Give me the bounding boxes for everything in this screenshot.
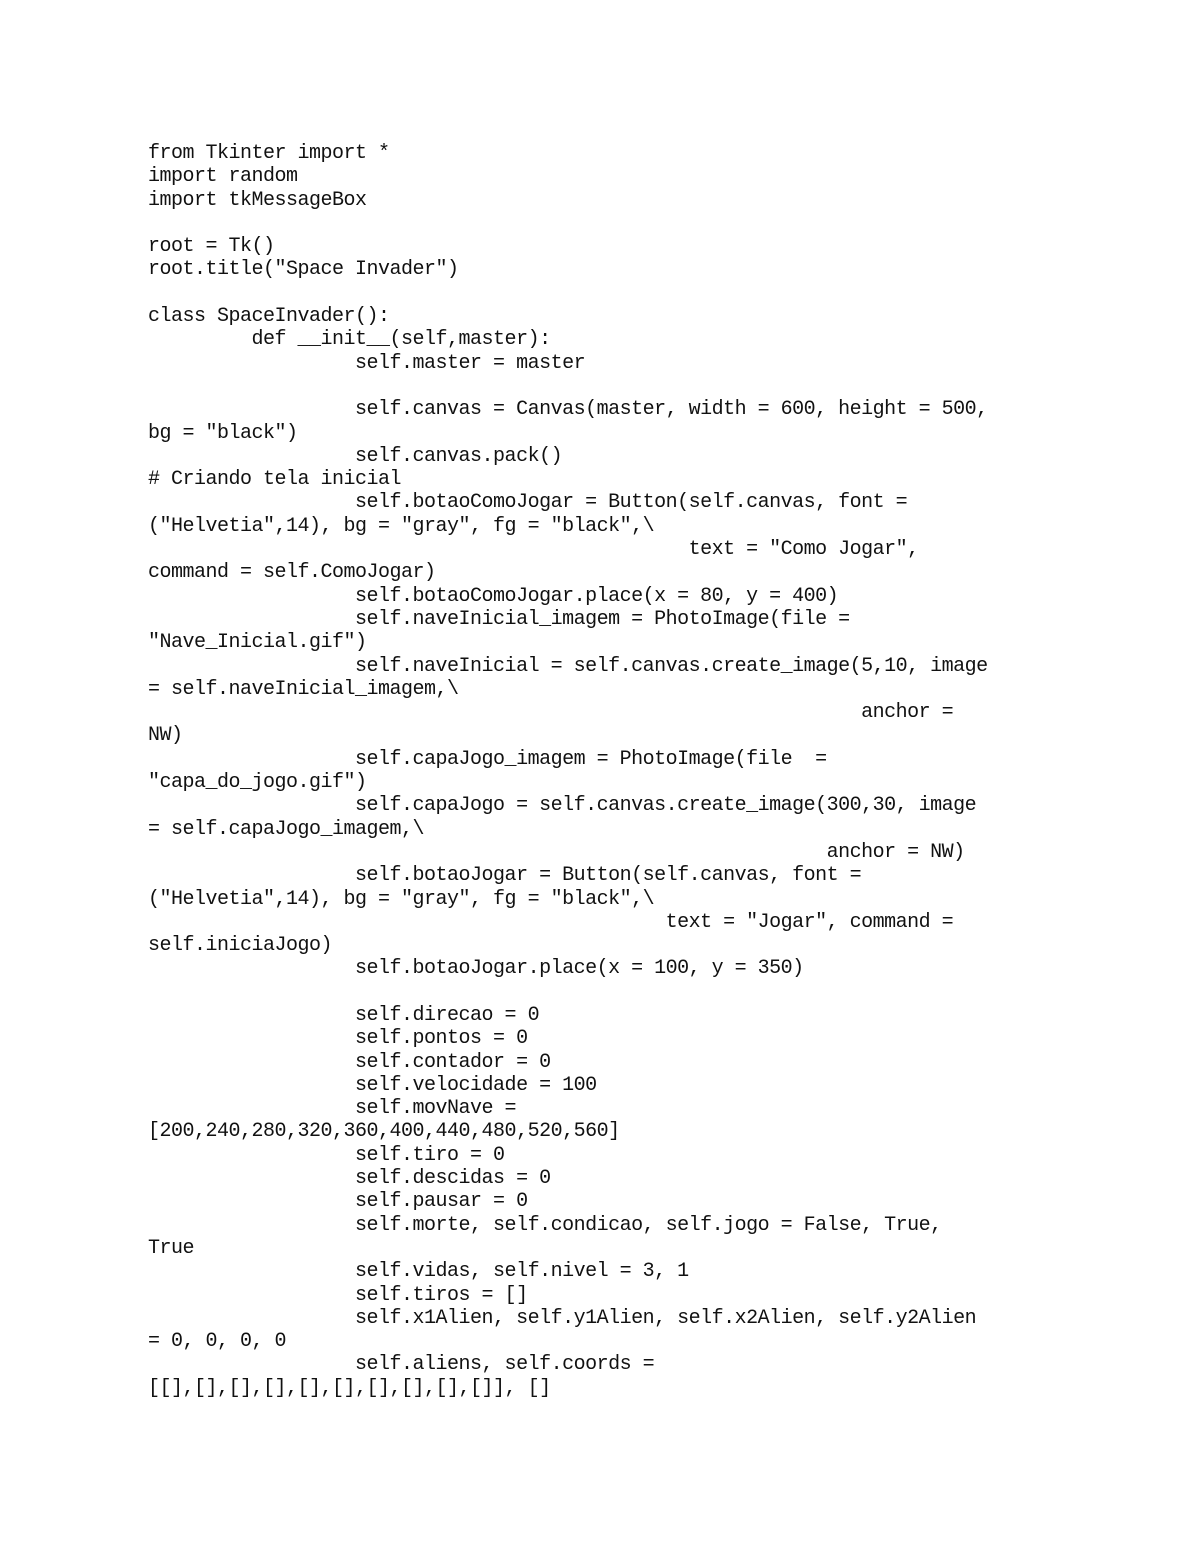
code-line [148, 981, 1148, 1004]
code-line: self.botaoJogar.place(x = 100, y = 350) [148, 957, 804, 981]
code-line: anchor = [148, 701, 954, 725]
code-line: self.canvas.pack() [148, 444, 563, 468]
code-line: self.botaoJogar = Button(self.canvas, font = [148, 864, 862, 888]
code-line [148, 282, 1148, 305]
code-line [148, 375, 1148, 398]
code-line: ("Helvetia",14), bg = "gray", fg = "black",\ [148, 887, 655, 911]
code-line: self.tiros = [] [148, 1283, 528, 1307]
code-listing [148, 142, 1148, 1400]
code-line: "Nave_Inicial.gif") [148, 631, 367, 655]
code-line: = self.capaJogo_imagem,\ [148, 817, 425, 841]
code-line: command = self.ComoJogar) [148, 561, 436, 585]
code-line: "capa_do_jogo.gif") [148, 771, 367, 795]
code-line: NW) [148, 724, 183, 748]
code-line: bg = "black") [148, 421, 298, 445]
code-line: self.iniciaJogo) [148, 934, 333, 958]
code-line: [200,240,280,320,360,400,440,480,520,560] [148, 1120, 620, 1144]
code-line: self.botaoComoJogar.place(x = 80, y = 400) [148, 584, 839, 608]
code-line: self.direcao = 0 [148, 1003, 540, 1027]
code-line: [[],[],[],[],[],[],[],[],[],[]], [] [148, 1376, 551, 1400]
code-line: text = "Como Jogar", [148, 538, 919, 562]
code-line: self.velocidade = 100 [148, 1073, 597, 1097]
code-line: self.tiro = 0 [148, 1143, 505, 1167]
code-line: self.master = master [148, 351, 586, 375]
code-line: self.pausar = 0 [148, 1190, 528, 1214]
code-line: self.morte, self.condicao, self.jogo = False, True, [148, 1213, 942, 1237]
code-line: self.botaoComoJogar = Button(self.canvas, font = [148, 491, 908, 515]
code-line: self.capaJogo = self.canvas.create_image(300,30, image [148, 794, 977, 818]
code-line: ("Helvetia",14), bg = "gray", fg = "black",\ [148, 514, 655, 538]
code-line: self.movNave = [148, 1097, 517, 1121]
code-line: self.naveInicial = self.canvas.create_image(5,10, image [148, 654, 988, 678]
code-line: import random [148, 165, 298, 189]
code-line: self.naveInicial_imagem = PhotoImage(file = [148, 607, 850, 631]
code-line: root.title("Space Invader") [148, 258, 459, 282]
code-line: class SpaceInvader(): [148, 305, 390, 329]
code-line: self.descidas = 0 [148, 1167, 551, 1191]
code-line: True [148, 1236, 195, 1260]
code-line: self.aliens, self.coords = [148, 1353, 655, 1377]
code-line: self.x1Alien, self.y1Alien, self.x2Alien, self.y2Alien [148, 1306, 977, 1330]
code-line: def __init__(self,master): [148, 328, 551, 352]
code-line: text = "Jogar", command = [148, 910, 954, 934]
code-line: self.vidas, self.nivel = 3, 1 [148, 1260, 689, 1284]
code-line [148, 212, 1148, 235]
code-line: self.canvas = Canvas(master, width = 600, height = 500, [148, 398, 988, 422]
code-line: # Criando tela inicial [148, 468, 402, 492]
code-line: from Tkinter import * [148, 142, 390, 165]
code-line: = self.naveInicial_imagem,\ [148, 677, 459, 701]
code-line: self.pontos = 0 [148, 1027, 528, 1051]
code-line: self.capaJogo_imagem = PhotoImage(file = [148, 747, 827, 771]
code-line: self.contador = 0 [148, 1050, 551, 1074]
code-line: import tkMessageBox [148, 188, 367, 212]
code-line: root = Tk() [148, 235, 275, 259]
code-line: = 0, 0, 0, 0 [148, 1330, 287, 1354]
code-line: anchor = NW) [148, 840, 965, 864]
